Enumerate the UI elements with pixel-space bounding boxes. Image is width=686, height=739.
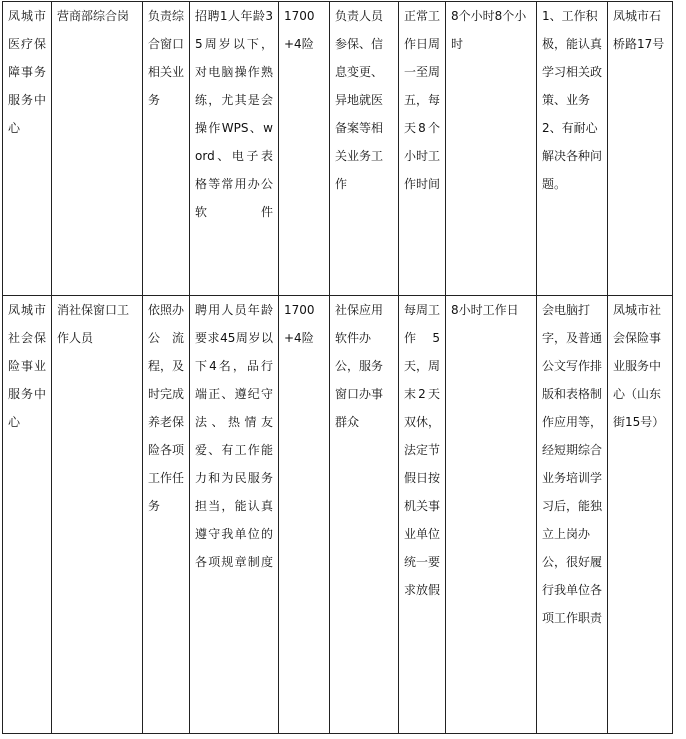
work-content-cell: 负责人员参保、信息变更、异地就医备案等相关业务工作 bbox=[330, 2, 399, 296]
skills-cell: 会电脑打字，及普通公文写作排版和表格制作应用等，经短期综合业务培训学习后，能独立上岗办公，很好履行我单位各项工作职责 bbox=[537, 296, 608, 734]
position-cell: 营商部综合岗 bbox=[52, 2, 143, 296]
salary-cell: 1700+4险 bbox=[279, 296, 330, 734]
work-hours-cell: 8个小时8个小时 bbox=[446, 2, 537, 296]
table-row bbox=[3, 296, 673, 734]
work-days-cell: 正常工作日周一至周五，每天8个小时工作时间 bbox=[399, 2, 446, 296]
position-cell: 消社保窗口工作人员 bbox=[52, 296, 143, 734]
requirements-cell: 招聘1人年龄35周岁以下，对电脑操作熟练，尤其是会操作WPS、word、电子表格等常用办公软件 bbox=[190, 2, 279, 296]
table-row bbox=[3, 2, 673, 296]
duties-cell: 依照办公流程，及时完成养老保险各项工作任务 bbox=[143, 296, 190, 734]
work-content-cell: 社保应用软件办公，服务窗口办事群众 bbox=[330, 296, 399, 734]
work-days-cell: 每周工作5天，周末2天双休，法定节假日按机关事业单位统一要求放假 bbox=[399, 296, 446, 734]
address-cell: 凤城市社会保险事业服务中心（山东街15号） bbox=[608, 296, 673, 734]
salary-cell: 1700+4险 bbox=[279, 2, 330, 296]
work-hours-cell: 8小时工作日 bbox=[446, 296, 537, 734]
address-cell: 凤城市石桥路17号 bbox=[608, 2, 673, 296]
duties-cell: 负责综合窗口相关业务 bbox=[143, 2, 190, 296]
requirements-cell: 聘用人员年龄要求45周岁以下4名，品行端正、遵纪守法、热情友爱、有工作能力和为民服务担当，能认真遵守我单位的各项规章制度 bbox=[190, 296, 279, 734]
recruitment-table bbox=[2, 1, 673, 734]
employer-cell: 凤城市社会保险事业服务中心 bbox=[3, 296, 52, 734]
employer-cell: 凤城市医疗保障事务服务中心 bbox=[3, 2, 52, 296]
skills-cell: 1、工作积极，能认真学习相关政策、业务 2、有耐心解决各种问题。 bbox=[537, 2, 608, 296]
